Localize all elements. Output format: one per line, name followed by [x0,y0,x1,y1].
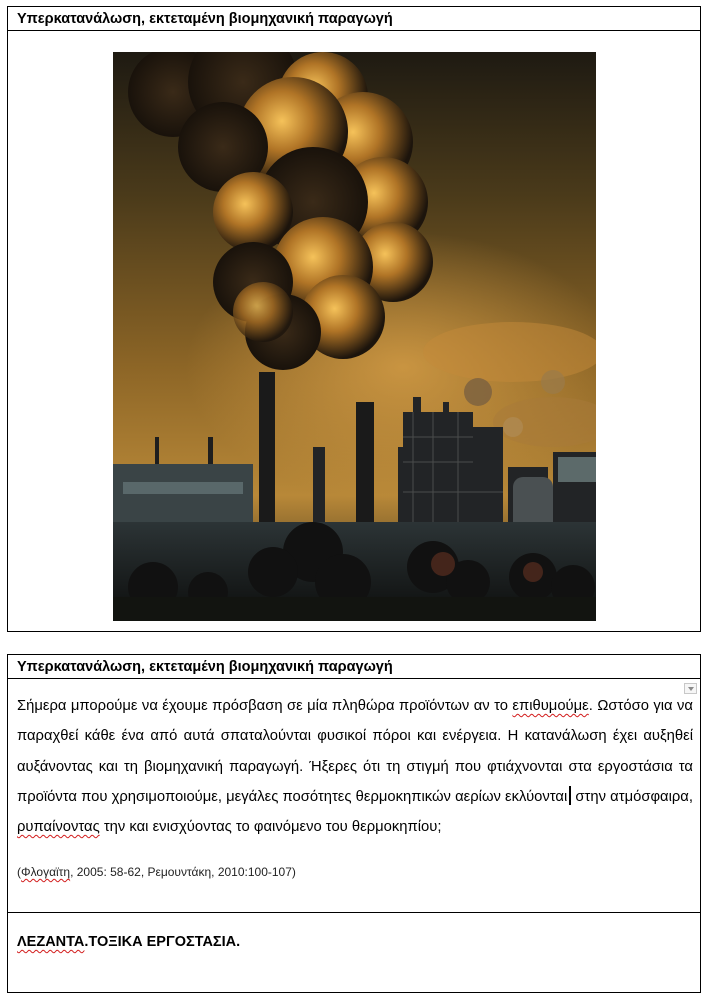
text-table-title: Υπερκατανάλωση, εκτεταμένη βιομηχανική παραγωγή [8,655,700,679]
text-cursor [569,786,571,805]
row-divider [8,912,700,913]
image-table [7,6,701,632]
citation: (Φλογαϊτη, 2005: 58-62, Ρεμουντάκη, 2010:100-107) [17,865,296,879]
image-table-title: Υπερκατανάλωση, εκτεταμένη βιομηχανική παραγωγή [8,7,700,31]
factory-smoke-photo[interactable] [113,52,596,621]
caption: ΛΕΖΑΝΤΑ.ΤΟΞΙΚΑ ΕΡΓΟΣΤΑΣΙΑ. [17,934,241,950]
body-paragraph[interactable]: Σήμερα μπορούμε να έχουμε πρόσβαση σε μία πληθώρα προϊόντων αν το επιθυμούμε. Ωστόσο για να παραχθεί κάθε ένα από αυτά σπαταλούνται φυσικοί πόροι και ενέργεια. Η κατανάλωση έχει αυξηθεί αυξάνοντας και τη βιομηχανική παραγωγή. Ήξερες ότι τη στιγμή που φτιάχνονται στα εργοστάσια τα προϊόντα που χρησιμοποιούμε, μεγάλες ποσότητες θερμοκηπικών αερίων εκλύονται στην ατμόσφαιρα, ρυπαίνοντας την και ενισχύοντας το φαινόμενο του θερμοκηπίου; [17,698,693,836]
text-table [7,654,701,993]
